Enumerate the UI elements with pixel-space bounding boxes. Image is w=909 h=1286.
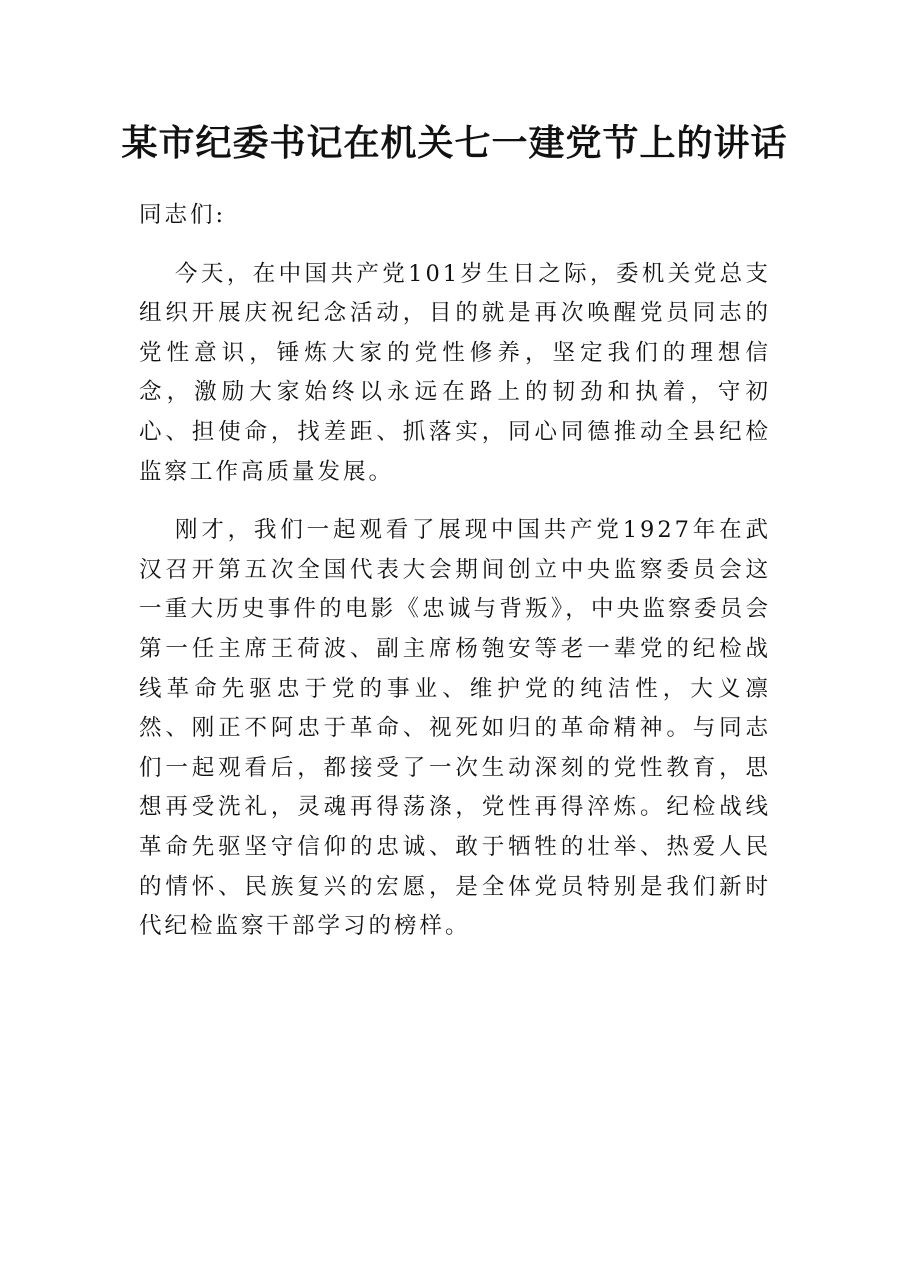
document-title: 某市纪委书记在机关七一建党节上的讲话 [121,122,788,164]
paragraph-1: 今天，在中国共产党101岁生日之际，委机关党总支组织开展庆祝纪念活动，目的就是再次唤醒党员同志的党性意识，锤炼大家的党性修养，坚定我们的理想信念，激励大家始终以永远在路上的韧劲和执着，守初心、担使命，找差距、抓落实，同心同德推动全县纪检监察工作高质量发展。 [139,260,771,485]
document-body [139,196,771,966]
salutation: 同志们: [139,202,227,228]
paragraph-2: 刚才，我们一起观看了展现中国共产党1927年在武汉召开第五次全国代表大会期间创立中央监察委员会这一重大历史事件的电影《忠诚与背叛》，中央监察委员会第一任主席王荷波、副主席杨匏安等老一辈党的纪检战线革命先驱忠于党的事业、维护党的纯洁性，大义凛然、刚正不阿忠于革命、视死如归的革命精神。与同志们一起观看后，都接受了一次生动深刻的党性教育，思想再受洗礼，灵魂再得荡涤，党性再得淬炼。纪检战线革命先驱坚守信仰的忠诚、敢于牺牲的壮举、热爱人民的情怀、民族复兴的宏愿，是全体党员特别是我们新时代纪检监察干部学习的榜样。 [139,517,771,940]
